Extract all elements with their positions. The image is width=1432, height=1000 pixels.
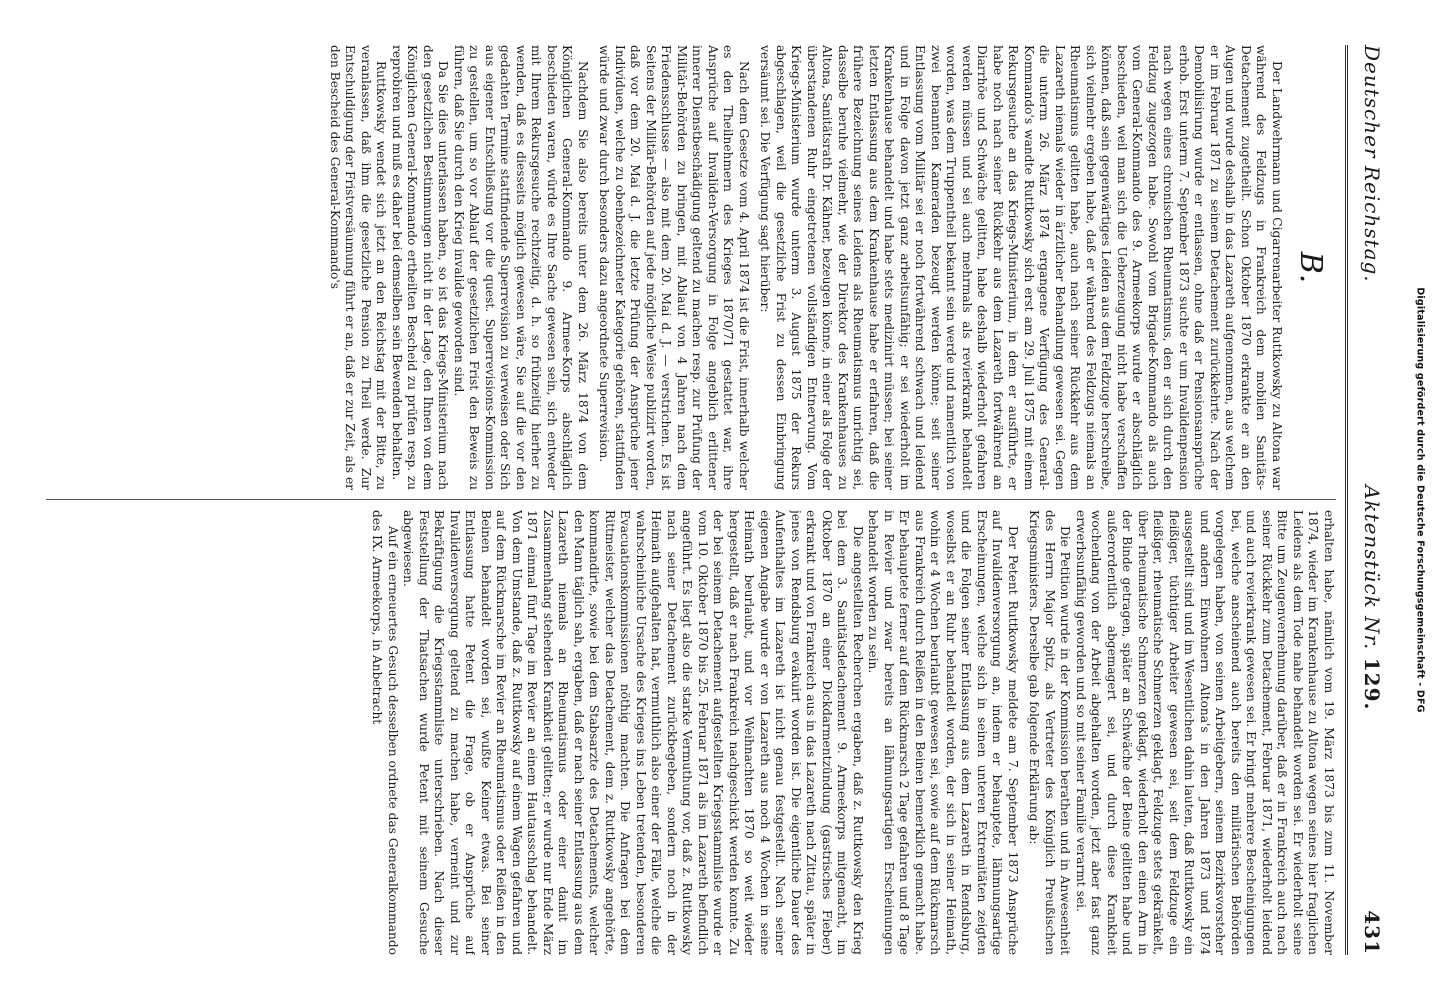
right-paragraph-3: Der Petent Ruttkowsky meldete am 7. September 1873 Ansprüche auf Invalidenversorgung an, indem er behauptete, lähmungsartige Erscheinungen, welche sich in seinen unteren Extremitäten zeigten und die Folgen seiner Entlassung aus dem Lazareth in Rendsburg, woselbst er an Ruhr behandelt worden, der sich in seiner Heimath, wohin er 4 Wochen beurlaubt gewesen sei, sowie auf dem Rückmarsch aus Frankreich durch Reißen in den Beinen bemerklich gemacht habe. Er behauptete ferner auf dem Rückmarsch 2 Tage gefahren und 8 Tage in Revier und zwar bereits an lähmungsartigen Erscheinungen behandelt worden zu sein.	[866, 510, 1020, 955]
digitization-notice-text: Digitalisierung gefördert durch die Deutsche Forschungsgemeinschaft - DFG	[1414, 287, 1426, 713]
left-paragraph-3: Nachdem Sie also bereits unter dem 26. März 1874 von dem Königlichen General-Kommando 9. Armee-Korps abschläglich beschieden waren, würde es Ihre Sache gewesen sein, sich entweder mit Ihrem Rekursgesuche rechtzeitig, d. h. so frühzeitig hierher zu wenden, daß es diesseits möglich gewesen wäre, Sie auf die vor den gedachten Termine stattfindende Superrevision zu verweisen oder Sich aus eigener Entschließung vor die quest. Superrevisions-Kommission zu gestellen, um so vor Ablauf der gesetzlichen Frist den Beweis zu führen, daß Sie durch den Krieg invalide geworden sind.	[452, 45, 590, 490]
section-letter: B.	[1293, 251, 1328, 284]
header-document-number	[1360, 485, 1384, 710]
digitization-notice	[1410, 20, 1430, 980]
left-paragraph-2: Nach dem Gesetze vom 4. April 1874 ist die Frist, innerhalb welcher es den Theilnehmern des Krieges 1870/71 gestattet war, ihre Ansprüche auf Invaliden-Versorgung in Folge angeblich erlittener innerer Dienstbeschädigung geltend zu machen resp. zur Prüfung der Militär-Behörden zu bringen, mit Ablauf von 4 Jahren nach dem Friedensschlusse — also mit dem 20. Mai d. J. — verstrichen. Es ist Seitens der Militär-Behörden auf jede mögliche Weise publizirt worden, daß vor dem 20. Mai d. J. die letzte Prüfung der Ansprüche jener Individuen, welche zu obenbezeichneter Kategorie gehören, stattfinden würde und zwar durch besonders dazu angeordnete Superrevision.	[597, 45, 751, 490]
right-column	[46, 510, 1336, 955]
header-document-prefix: Aktenstück Nr.	[1360, 485, 1384, 651]
left-paragraph-5: Ruttkowsky wendet sich jetzt an den Reichstag mit der Bitte, zu veranlassen, daß ihm die gesetzliche Pension zu Theil werde. Zur Entschuldigung der Fristversäumung führt er an, daß er zur Zeit, als er den Bescheid des General-Kommando's	[328, 45, 389, 490]
right-paragraph-4: Die angestellten Recherchen ergaben, daß z. Ruttkowsky den Krieg bei dem 3. Sanitätsdetachement 9. Armeekorps mitgemacht, im Oktober 1870 an einer Dickdarmentzündung (gastrisches Fieber) erkrankt und von Frankreich aus in das Lazareth nach Zittau, später in jenes von Rendsburg evakuirt worden ist. Die eigentliche Dauer des Aufenthaltes im Lazareth ist nicht genau festgestellt. Nach seiner eigenen Angabe wurde er von Lazareth aus noch 4 Wochen in seine Heimath beurlaubt, und vor Weihnachten 1870 so weit wieder hergestellt, daß er nach Frankreich nachgeschickt werden konnte. Zu der bei seinem Detachement aufgestellten Kriegsstammliste wurde er vom 10. Oktober 1870 bis 25. Februar 1871 als im Lazareth befindlich angeführt. Es liegt also die starke Vermuthung vor, daß z. Ruttkowsky nach seiner Detachement zurückbegeben, sondern noch in der Heimath aufgehalten hat, vermuthlich also einer der Fälle, welche die wahrscheinliche Ursache des Krieges ins Leben tretenden, besonderen Evacuationskommissionen nöthig machten. Die Anfragen bei dem Rittmeister, welcher das Detachement, dem z. Ruttkowsky angehörte, kommandirte, sowie bei dem Stabsarzte des Detachements, welcher den Mann täglich sah, ergaben, daß er nach seiner Entlassung aus dem Lazareth niemals an Rheumatismus oder einer damit im Zusammenhang stehenden Krankheit gelitten; er wurde nur Ende März 1871 einmal fünf Tage im Revier an einem Hautausschlag behandelt. Von dem Umstande, daß z. Ruttkowsky auf einem Wagen gefahren und auf dem Rückmarsche im Revier an Rheumatismus oder Reißen in den Beinen behandelt worden sei, wußte Keiner etwas. Bei seiner Entlassung hatte Petent die Frage, ob er Ansprüche auf Invalidenversorgung geltend zu machen habe, verneint und zur Bekräftigung die Kriegsstammliste unterschrieben. Nach dieser Feststellung der Thatsachen wurde Petent mit seinem Gesuche abgewiesen.	[401, 510, 865, 955]
right-paragraph-1: erhalten habe, nämlich vom 19. März 1873 bis zum 11. November 1874, wieder im Krankenhause zu Altona wegen seines hier fraglichen Leidens als dem Tode nahe behandelt worden sei. Er wiederholt seine Bitte um Zeugenvernehmung darüber, daß er in Frankreich auch nach seiner Rückkehr zum Detachement, Februar 1871, wiederholt leidend und auch revierkrank gewesen sei. Er bringt mehrere Bescheinigungen bei, welche anscheinend auch bereits den militärischen Behörden vorgelegen haben, von seinen Arbeitgebern, seinem Bezirksvorsteher und andern Einwohnern Altona's in den Jahren 1873 und 1874 ausgestellt sind und im Wesentlichen dahin lauten, daß Ruttkowsky ein fleißiger, tüchtiger Arbeiter gewesen sei, seit dem Feldzuge ein fleißiger, rheumatische Schmerzen geklagt, Feldzuge stets gekränkelt, über rheumatische Schmerzen geklagt, wiederholt den einen Arm in der Binde getragen, später an Schwäche der Beine gelitten habe und außerordentlich abgemagert sei, und durch diese Krankheit wochenlang von der Arbeit abgehalten worden, jetzt aber fast ganz erwerbsunfähig geworden und so mit seiner Familie verarmt sei.	[1074, 510, 1336, 955]
header-publication: Deutscher Reichstag.	[1360, 45, 1384, 283]
running-head	[1348, 45, 1388, 955]
rotated-page	[26, 15, 1406, 985]
right-paragraph-2: Die Petition wurde in der Kommission berathen und in Anwesenheit des Herrn Major Spitz, als Vertreter des Königlich Preußischen Kriegsministers. Derselbe gab folgende Erklärung ab:	[1027, 510, 1073, 955]
column-divider	[46, 499, 1336, 500]
header-rule	[1345, 45, 1348, 955]
left-paragraph-1: Der Landwehrmann und Cigarrenarbeiter Ruttkowsky zu Altona war während des Feldzugs in Frankreich dem mobilen Sanitäts-Detachement zugetheilt. Schon Oktober 1870 erkrankte er an den Augen und wurde deshalb in das Lazareth aufgenommen, aus welchem er im Februar 1871 zu seinem Detachement zurückkehrte. Nach der Demobilisirung wurde er entlassen, ohne daß er Pensionsansprüche erhob. Erst unterm 7. September 1873 suchte er um Invalidenpension nach wegen eines chronischen Rheumatismus, den er sich durch den Feldzug zugezogen habe. Sowohl vom Brigade-Kommando als auch vom General-Kommando des 9. Armeekorps wurde er abschläglich beschieden, weil man sich die Ueberzeugung nicht habe verschaffen können, daß sein gegenwärtiges Leiden aus dem Feldzuge herschreibe, sich vielmehr ergeben habe, daß er während des Feldzugs niemals an Rheumatismus gelitten habe, auch nach seiner Rückkehr aus dem Lazareth niemals wieder in ärztlicher Behandlung gewesen sei. Gegen die unterm 26. März 1874 ergangene Verfügung des General-Kommando's wandte Ruttkowsky sich erst am 29. Juli 1875 mit einem Rekursgesuche an das Kriegs-Ministerium, in dem er ausführte, er habe noch nach seiner Rückkehr aus dem Lazareth fortwährend an Diarrhöe und Schwäche gelitten, habe deshalb wiederholt gefahren werden müssen und sei auch mehrmals als revierkrank behandelt worden, was dem Truppentheil bekannt sein werde und namentlich von zwei benannten Kameraden bezeugt werden könne; seit seiner Entlassung vom Militär sei er noch fortwährend schwach und leidend und in Folge davon jetzt ganz arbeitsunfähig; er sei wiederholt im Krankenhause behandelt und habe stets medizinirt müssen; bei seiner letzten Entlassung aus dem Krankenhause habe er erfahren, daß die frühere Bezeichnung seines Leidens als Rheumatismus unrichtig sei, dasselbe beruhe vielmehr, wie der Direktor des Krankenhauses zu Altona, Sanitätsrath Dr. Kähner, bezeugen könne, in einer als Folge der überstandenen Ruhr eingetretenen vollständigen Entnervung. Vom Kriegs-Ministerium wurde unterm 3. August 1875 der Rekurs abgeschlagen, weil die gesetzliche Frist zu dessen Einbringung versäumt sei. Die Verfügung sagt hierüber:	[758, 45, 1284, 490]
right-paragraph-5: Auf ein erneuertes Gesuch desselben ordnete das Generalkommando des IX. Armeekorps, in Anbetracht	[370, 510, 400, 955]
header-document-num: 129.	[1360, 657, 1384, 711]
left-column	[46, 45, 1336, 490]
left-paragraph-4: Da Sie dies unterlassen haben, so ist das Kriegs-Ministerium nach den gesetzlichen Bestimmungen nicht in der Lage, den Ihnen von dem Königlichen General-Kommando ertheilten Bescheid zu prüfen resp. zu reprobiren und muß es daher bei demselben sein Bewenden behalten.	[390, 45, 451, 490]
page-number: 431	[1360, 910, 1384, 955]
